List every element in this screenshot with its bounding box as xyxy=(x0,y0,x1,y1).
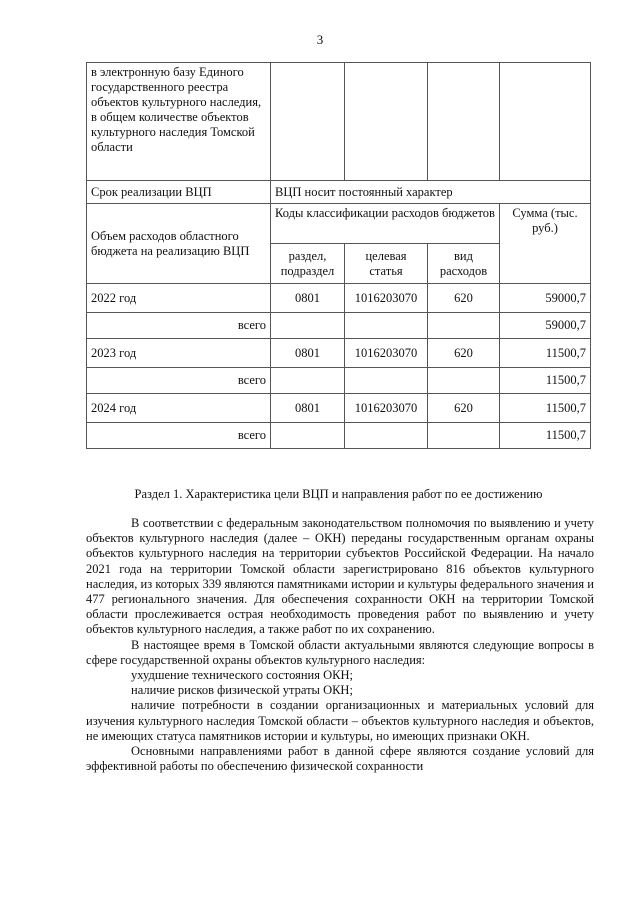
term-value: ВЦП носит постоянный характер xyxy=(271,181,591,204)
year-label: 2023 год xyxy=(87,339,271,368)
total-label: всего xyxy=(87,313,271,339)
total-value: 11500,7 xyxy=(500,423,591,449)
table-cell xyxy=(428,368,500,394)
table-cell xyxy=(271,368,345,394)
total-value: 59000,7 xyxy=(500,313,591,339)
type-code: 620 xyxy=(428,394,500,423)
table-cell xyxy=(271,313,345,339)
table-row xyxy=(87,313,591,339)
table-row xyxy=(87,394,591,423)
table-cell xyxy=(271,423,345,449)
paragraph: В соответствии с федеральным законодательством полномочия по выявлению и учету объектов культурного наследия (далее – ОКН) переданы государственным органам охраны объектов культурного наследия на территории субъектов Российской Федерации. На начало 2021 года на территории Томской области зарегистрировано 816 объектов культурного наследия, из которых 339 являются памятниками истории и культуры федерального значения и 477 регионального значения. Для обеспечения сохранности ОКН на территории Томской области прослеживается острая необходимость проведения работ по выявлению и учету объектов культурного наследия, а также работ по их сохранению. xyxy=(86,516,594,637)
total-label: всего xyxy=(87,423,271,449)
section-title: Раздел 1. Характеристика цели ВЦП и направления работ по ее достижению xyxy=(134,487,543,501)
col-type-header: вид расходов xyxy=(428,244,500,284)
total-value: 11500,7 xyxy=(500,368,591,394)
table-row xyxy=(87,204,591,244)
table-row xyxy=(87,181,591,204)
type-code: 620 xyxy=(428,339,500,368)
year-label: 2024 год xyxy=(87,394,271,423)
table-row xyxy=(87,63,591,181)
paragraph: В настоящее время в Томской области актуальными являются следующие вопросы в сфере государственной охраны объектов культурного наследия: xyxy=(86,637,594,667)
target-code: 1016203070 xyxy=(345,394,428,423)
body-text xyxy=(86,516,594,774)
table-cell xyxy=(345,63,428,181)
sum-value: 11500,7 xyxy=(500,394,591,423)
type-code: 620 xyxy=(428,284,500,313)
section-code: 0801 xyxy=(271,339,345,368)
sum-value: 59000,7 xyxy=(500,284,591,313)
target-code: 1016203070 xyxy=(345,284,428,313)
section-code: 0801 xyxy=(271,284,345,313)
term-label: Срок реализации ВЦП xyxy=(87,181,271,204)
year-label: 2022 год xyxy=(87,284,271,313)
table-row xyxy=(87,423,591,449)
total-label: всего xyxy=(87,368,271,394)
table-cell xyxy=(345,313,428,339)
target-code: 1016203070 xyxy=(345,339,428,368)
col-target-header: целевая статья xyxy=(345,244,428,284)
table-row xyxy=(87,284,591,313)
table-cell xyxy=(428,63,500,181)
table-cell xyxy=(345,423,428,449)
list-item: ухудшение технического состояния ОКН; xyxy=(131,668,353,683)
codes-header: Коды классификации расходов бюджетов xyxy=(271,204,500,244)
table-row xyxy=(87,339,591,368)
page-number: 3 xyxy=(316,32,324,47)
table-cell xyxy=(500,63,591,181)
sum-header: Сумма (тыс. руб.) xyxy=(500,204,591,284)
list-item: наличие потребности в создании организационных и материальных условий для изучения культурного наследия Томской области – объектов культурного наследия и объектов, не имеющих статуса памятников истории и культуры, но имеющих признаки ОКН. xyxy=(86,698,594,743)
sum-value: 11500,7 xyxy=(500,339,591,368)
section-code: 0801 xyxy=(271,394,345,423)
volume-label: Объем расходов областного бюджета на реализацию ВЦП xyxy=(87,204,271,284)
list-item: наличие рисков физической утраты ОКН; xyxy=(131,683,353,698)
table-cell xyxy=(345,368,428,394)
table-cell xyxy=(428,423,500,449)
budget-table xyxy=(86,62,591,449)
table-cell xyxy=(271,63,345,181)
table-row xyxy=(87,368,591,394)
col-section-header: раздел, подраздел xyxy=(271,244,345,284)
table-cell-description: в электронную базу Единого государственного реестра объектов культурного наследия, в общем количестве объектов культурного наследия Томской области xyxy=(87,63,271,181)
paragraph: Основными направлениями работ в данной сфере являются создание условий для эффективной работы по обеспечению физической сохранности xyxy=(86,744,594,774)
table-cell xyxy=(428,313,500,339)
